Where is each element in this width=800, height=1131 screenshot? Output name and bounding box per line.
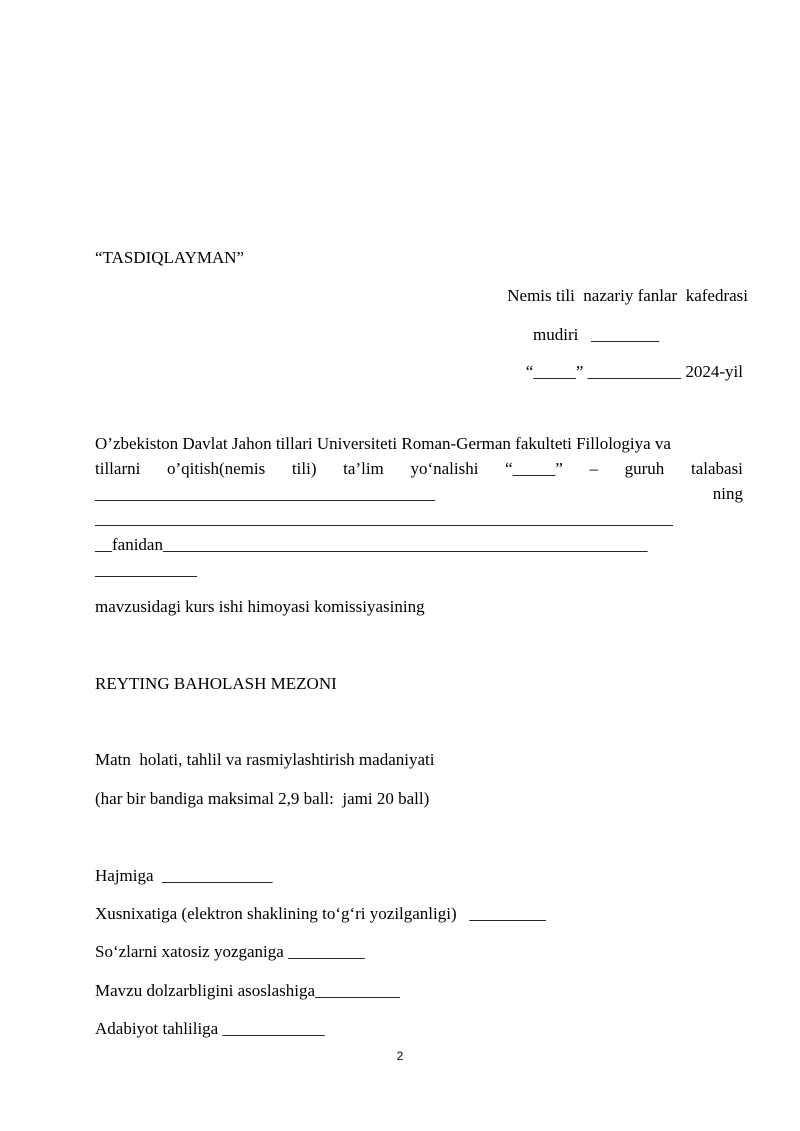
criteria-item: So‘zlarni xatosiz yozganiga _________ [95, 942, 365, 961]
approval-title: “TASDIQLAYMAN” [95, 248, 245, 267]
criteria-item: Xusnixatiga (elektron shaklining to‘g‘ri yozilganligi) _________ [95, 904, 546, 923]
department-name: Nemis tili nazariy fanlar kafedrasi [507, 286, 748, 305]
intro-line-1-text: O’zbekiston Davlat Jahon tillari Universiteti Roman-German fakulteti Fillologiya va [95, 434, 671, 453]
intro-line-4: ____________________________________________________________________ [95, 509, 673, 528]
intro-line-7: mavzusidagi kurs ishi himoyasi komissiyasining [95, 597, 425, 616]
intro-word: ning [712, 484, 743, 503]
head-signature-line: mudiri ________ [533, 325, 660, 344]
intro-word: ta’lim [343, 459, 384, 478]
intro-line-2 [95, 459, 743, 479]
criteria-item: Adabiyot tahliliga ____________ [95, 1019, 325, 1038]
approval-date-line: “_____” ___________ 2024-yil [525, 362, 743, 381]
intro-word: guruh [624, 459, 665, 478]
intro-word: – [589, 459, 598, 478]
intro-line-3 [95, 484, 743, 504]
subject-line: __fanidan_________________________________________________________ [95, 535, 648, 554]
criteria-item: Mavzu dolzarbligini asoslashiga__________ [95, 981, 401, 1000]
group-blank: “_____” [505, 459, 563, 478]
intro-word: tili) [291, 459, 317, 478]
intro-line-1 [95, 434, 743, 454]
page-number: 2 [396, 1049, 404, 1063]
intro-word: yo‘nalishi [410, 459, 479, 478]
criteria-subtitle-1: Matn holati, tahlil va rasmiylashtirish madaniyati [95, 750, 435, 769]
student-name-blank: ________________________________________ [95, 484, 435, 503]
intro-word: talabasi [690, 459, 743, 478]
intro-word: o’qitish(nemis [167, 459, 266, 478]
criteria-subtitle-2: (har bir bandiga maksimal 2,9 ball: jami 20 ball) [95, 789, 430, 808]
topic-blank: ____________ [95, 560, 197, 579]
criteria-heading: REYTING BAHOLASH MEZONI [95, 674, 337, 693]
criteria-item: Hajmiga _____________ [95, 866, 273, 885]
intro-word: tillarni [95, 459, 141, 478]
